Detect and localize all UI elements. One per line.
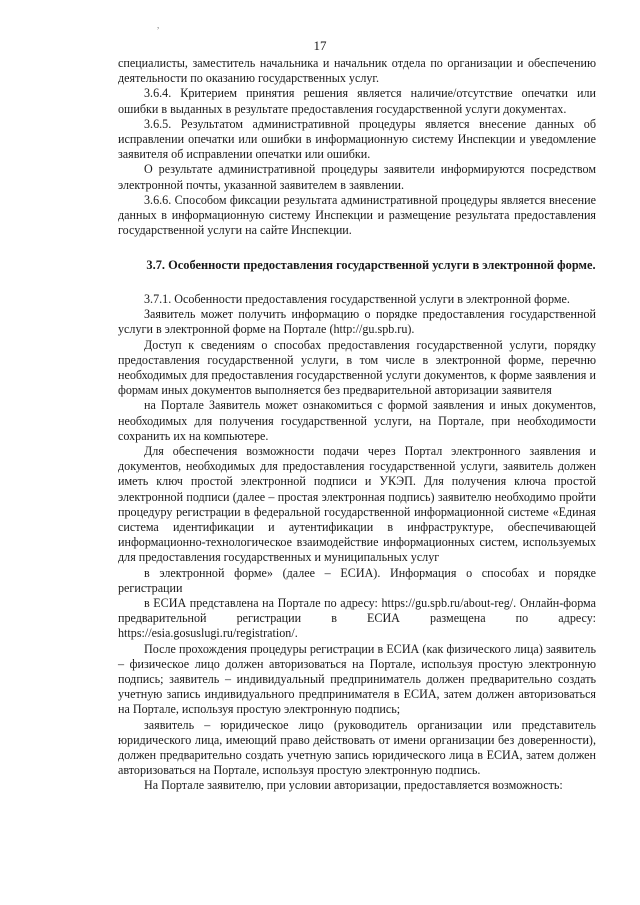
scan-mark: , bbox=[157, 20, 160, 30]
paragraph: 3.6.4. Критерием принятия решения является наличие/отсутствие опечатки или ошибки в выданных в результате предоставления государственной услуги документах. bbox=[118, 86, 596, 116]
paragraph: в электронной форме» (далее – ЕСИА). Информация о способах и порядке регистрации bbox=[118, 565, 596, 595]
paragraph: специалисты, заместитель начальника и начальник отдела по организации и обеспечению деятельности по оказанию государственных услуг. bbox=[118, 56, 596, 86]
paragraph: Заявитель может получить информацию о порядке предоставления государственной услуги в электронной форме на Портале (http://gu.spb.ru). bbox=[118, 307, 596, 337]
paragraph: Для обеспечения возможности подачи через Портал электронного заявления и документов, необходимых для предоставления государственной услуги, заявитель должен иметь ключ простой электронной подписи и УКЭП. Для получения ключа простой электронной подписи (далее – простая электронная подпись) заявителю необходимо пройти процедуру регистрации в федеральной государственной информационной системе «Единая система идентификации и аутентификации в инфраструктуре, обеспечивающей информационно-технологическое взаимодействие информационных систем, используемых для предоставления государственных и муниципальных услуг bbox=[118, 443, 596, 565]
paragraph: О результате административной процедуры заявители информируются посредством электронной почты, указанной заявителем в заявлении. bbox=[118, 162, 596, 192]
section-heading: 3.7. Особенности предоставления государственной услуги в электронной форме. bbox=[146, 258, 596, 273]
paragraph: 3.6.5. Результатом административной процедуры является внесение данных об исправлении опечатки или ошибки в информационную систему Инспекции и уведомление заявителя об исправлении опечатки или ошибки. bbox=[118, 116, 596, 162]
paragraph: После прохождения процедуры регистрации в ЕСИА (как физического лица) заявитель – физическое лицо должен авторизоваться на Портале, используя простую электронную подпись; заявитель – индивидуальный предприниматель должен предварительно создать учетную запись индивидуального предпринимателя в ЕСИА, затем должен авторизоваться на Портале, используя простую электронную подпись; bbox=[118, 641, 596, 717]
paragraph: заявитель – юридическое лицо (руководитель организации или представитель юридического лица, имеющий право действовать от имени организации без доверенности), должен предварительно создать учетную запись юридического лица в ЕСИА, затем должен авторизоваться на Портале, используя простую электронную подпись. bbox=[118, 717, 596, 778]
paragraph: Доступ к сведениям о способах предоставления государственной услуги, порядку предоставления государственной услуги, в том числе в электронной форме, перечню необходимых для предоставления государственной услуги документов, к форме заявления и формам иных документов выполняется без предварительной авторизации заявителя bbox=[118, 337, 596, 398]
page-number: 17 bbox=[313, 38, 327, 53]
document-body bbox=[118, 56, 596, 794]
paragraph: 3.6.6. Способом фиксации результата административной процедуры является внесение данных в информационную систему Инспекции и размещение результата предоставления государственной услуги на сайте Инспекции. bbox=[118, 192, 596, 238]
paragraph: На Портале заявителю, при условии авторизации, предоставляется возможность: bbox=[144, 778, 563, 793]
paragraph: на Портале Заявитель может ознакомиться с формой заявления и иных документов, необходимых для получения государственной услуги, на Портале, при необходимости сохранить их на компьютере. bbox=[118, 398, 596, 443]
paragraph: в ЕСИА представлена на Портале по адресу: https://gu.spb.ru/about-reg/. Онлайн-форма предварительной регистрации в ЕСИА размещена по адресу: https://esia.gosuslugi.ru/registration/. bbox=[118, 596, 596, 641]
paragraph: 3.7.1. Особенности предоставления государственной услуги в электронной форме. bbox=[144, 291, 570, 306]
